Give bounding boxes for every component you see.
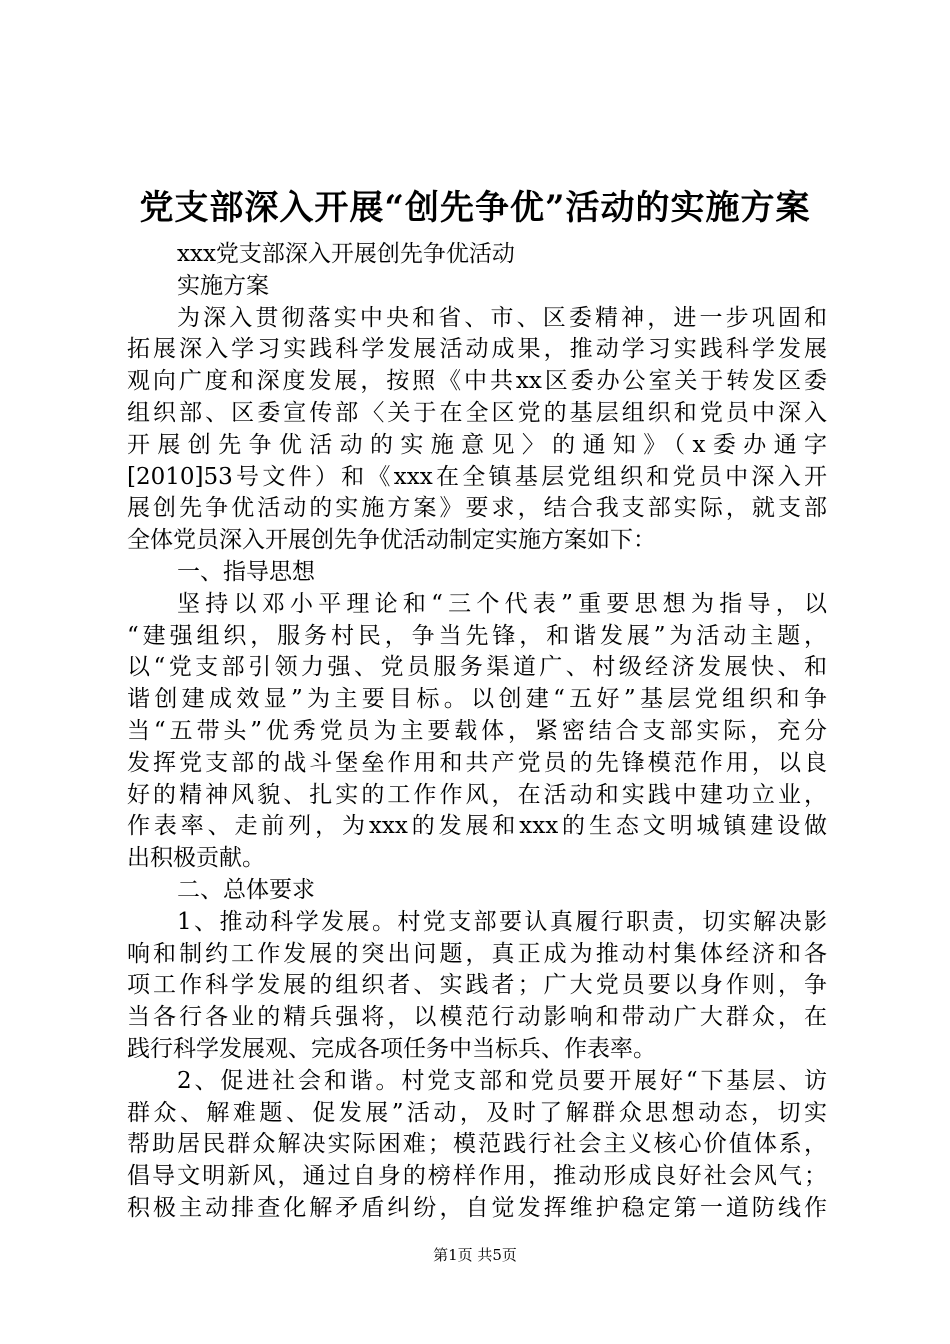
body-line: 好的精神风貌、扎实的工作作风，在活动和实践中建功立业， [127, 781, 827, 808]
body-line: 1、推动科学发展。村党支部要认真履行职责，切实解决影 [177, 908, 827, 935]
body-line: 组织部、区委宣传部〈关于在全区党的基层组织和党员中深入 [127, 399, 827, 426]
body-line: 出积极贡献。 [127, 845, 265, 872]
document-body [127, 239, 827, 1225]
body-line: 帮助居民群众解决实际困难；模范践行社会主义核心价值体系， [127, 1131, 827, 1158]
body-line: 谐创建成效显”为主要目标。以创建“五好”基层党组织和争 [127, 686, 827, 713]
body-line: 展创先争优活动的实施方案》要求，结合我支部实际，就支部 [127, 495, 827, 522]
body-line: 倡导文明新风，通过自身的榜样作用，推动形成良好社会风气； [127, 1163, 827, 1190]
document-title: 党支部深入开展“创先争优”活动的实施方案 [139, 188, 811, 228]
page-footer: 第1页 共5页 [433, 1246, 517, 1264]
body-line: 坚持以邓小平理论和“三个代表”重要思想为指导，以 [177, 590, 827, 617]
body-line: 观向广度和深度发展，按照《中共xx区委办公室关于转发区委 [127, 368, 827, 395]
body-line: “建强组织，服务村民，争当先锋，和谐发展”为活动主题， [127, 622, 827, 649]
body-line: 全体党员深入开展创先争优活动制定实施方案如下： [127, 527, 656, 554]
body-line: 以“党支部引领力强、党员服务渠道广、村级经济发展快、和 [127, 654, 827, 681]
body-line: 开展创先争优活动的实施意见〉的通知》（x委办通字 [127, 431, 827, 458]
body-line: 一、指导思想 [177, 558, 315, 585]
body-line: 实施方案 [177, 272, 269, 299]
body-line: 响和制约工作发展的突出问题，真正成为推动村集体经济和各 [127, 940, 827, 967]
body-line: 发挥党支部的战斗堡垒作用和共产党员的先锋模范作用，以良 [127, 749, 827, 776]
body-line: 作表率、走前列，为xxx的发展和xxx的生态文明城镇建设做 [127, 813, 827, 840]
body-line: 项工作科学发展的组织者、实践者；广大党员要以身作则，争 [127, 972, 827, 999]
body-line: [2010]53号文件）和《xxx在全镇基层党组织和党员中深入开 [127, 463, 827, 490]
body-line: 践行科学发展观、完成各项任务中当标兵、作表率。 [127, 1035, 656, 1062]
body-line: 二、总体要求 [177, 876, 315, 903]
body-line: 当各行各业的精兵强将，以模范行动影响和带动广大群众，在 [127, 1004, 827, 1031]
body-line: 积极主动排查化解矛盾纠纷，自觉发挥维护稳定第一道防线作 [127, 1194, 827, 1221]
body-line: 拓展深入学习实践科学发展活动成果，推动学习实践科学发展 [127, 336, 827, 363]
body-line: 2、促进社会和谐。村党支部和党员要开展好“下基层、访 [177, 1067, 827, 1094]
body-line: xxx党支部深入开展创先争优活动 [177, 241, 515, 267]
body-line: 为深入贯彻落实中央和省、市、区委精神，进一步巩固和 [177, 304, 827, 331]
body-line: 群众、解难题、促发展”活动，及时了解群众思想动态，切实 [127, 1099, 827, 1126]
body-line: 当“五带头”优秀党员为主要载体，紧密结合支部实际，充分 [127, 717, 827, 744]
